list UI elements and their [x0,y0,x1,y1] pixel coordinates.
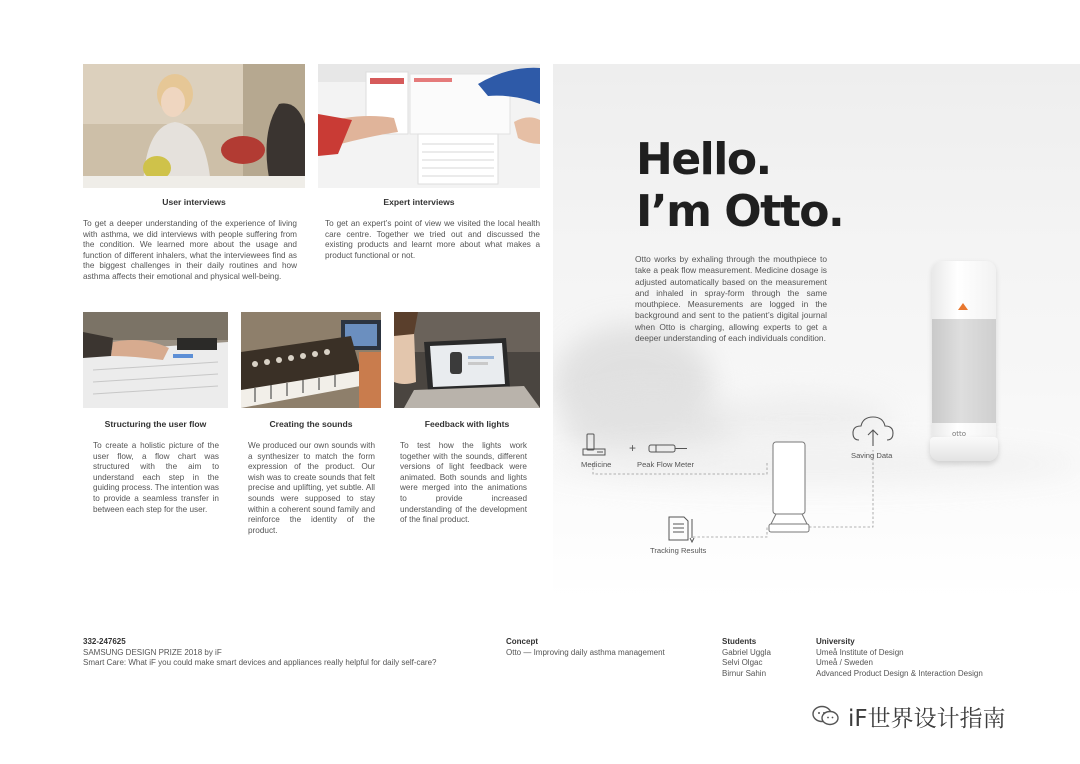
footer-university-line: Advanced Product Design & Interaction Design [816,668,983,678]
text-user-interviews: To get a deeper understanding of the experience of living with asthma, we did interviews with people suffering from the condition. We learned more about the usage and function of different inhalers, what the interviewees find as the biggest challenges in their daily routines and how asthma affects their emotional and physical well-being. [83,219,297,281]
footer-theme: Smart Care: What iF you could make smart devices and appliances really helpful for daily self-care? [83,658,437,668]
footer-student: Birnur Sahin [722,668,767,678]
document-chart-icon [669,517,694,542]
watermark [812,700,1006,732]
photo-expert-interview [318,64,540,188]
text-expert-interviews: To get an expert’s point of view we visited the local health care centre. Together we tried out and discussed the existing products and learnt more about what makes a product functional or not. [325,219,540,260]
hero-title [636,134,843,238]
heading-user-flow: Structuring the user flow [104,419,207,429]
photo-synthesizer [241,312,381,408]
footer-concept-label: Concept [506,637,538,646]
footer-concept [506,637,665,658]
footer-prize: SAMSUNG DESIGN PRIZE 2018 by iF [83,647,222,657]
text-lights: To test how the lights work together with the sounds, different versions of light feedback were animated. Both sounds and lights were merged into the animations to provide increased understanding of the development of the final product. [400,441,527,525]
footer-entry [83,637,437,669]
device-logo: otto [952,430,967,438]
footer-student: Gabriel Uggla [722,647,771,657]
footer-university [816,637,983,679]
hero-panel [553,64,1080,600]
footer-students [722,637,771,679]
diagram-label-saving-data: Saving Data [851,451,893,460]
photo-lights-feedback [394,312,540,408]
heading-lights: Feedback with lights [424,419,510,429]
heading-sounds: Creating the sounds [269,419,353,429]
footer-university-line: Umeå Institute of Design [816,647,904,657]
heading-user-interviews: User interviews [162,197,226,207]
hero-description: Otto works by exhaling through the mouthpiece to take a peak flow measurement. Medicine dosage is adjusted automatically based on the measurement and inhaled in spray-form through the same mouthpiece. Measurements are logged in the background and sent to the patient’s digital journal when Otto is charging, allowing experts to get a deeper understanding of each individuals condition. [635,254,827,344]
device-indicator-icon [958,303,968,310]
wechat-icon [812,704,840,728]
diagram-label-peak-flow: Peak Flow Meter [637,460,694,469]
hero-title-line-2: I’m Otto. [636,186,844,237]
diagram-plus-sign: + [629,441,637,455]
footer-university-line: Umeå / Sweden [816,658,873,668]
footer-concept-value: Otto — Improving daily asthma management [506,647,665,657]
otto-device-image [930,261,998,467]
footer-id: 332-247625 [83,637,126,646]
text-user-flow: To create a holistic picture of the user flow, a flow chart was structured with the aim to understand each step in the guiding process. The intention was to provide a seamless transfer in between each step for the user. [93,441,219,514]
photo-user-interview [83,64,305,188]
diagram-label-medicine: Medicine [581,460,612,469]
footer-student: Selvi Olgac [722,658,763,668]
text-sounds: We produced our own sounds with a synthesizer to match the form expression of the product. Our wish was to create sounds that felt precise and uplifting, yet subtle. All sounds were supposed to stay within a coherent sound family and reinforce the identity of the product. [248,441,375,535]
watermark-text: iF世界设计指南 [848,705,1006,732]
footer-university-label: University [816,637,855,646]
diagram-label-tracking: Tracking Results [650,546,707,555]
footer-students-label: Students [722,637,757,646]
hero-title-line-1: Hello. [636,134,771,185]
heading-expert-interviews: Expert interviews [383,197,455,207]
photo-user-flow [83,312,228,408]
